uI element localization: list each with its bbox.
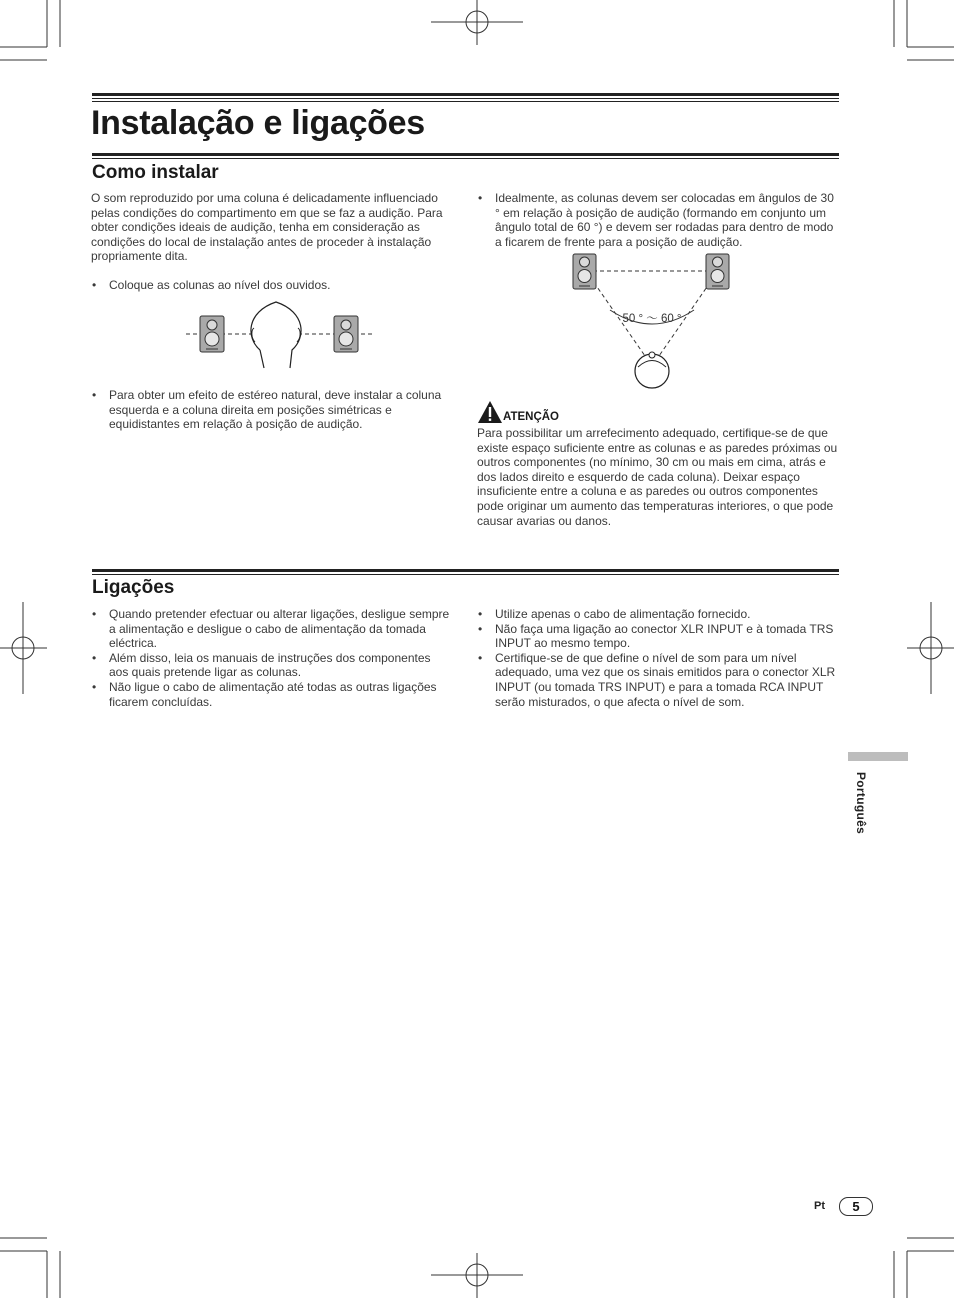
title-rule-bottom-thin	[92, 158, 839, 159]
speaker-icon	[200, 316, 224, 352]
language-tab	[846, 772, 882, 842]
list-item: • Não faça uma ligação ao conector XLR INPUT e à tomada TRS INPUT ao mesmo tempo.	[477, 622, 841, 651]
title-rule-top-thin2	[92, 101, 839, 102]
page-number: 5	[839, 1197, 873, 1216]
page-title: Instalação e ligações	[91, 104, 425, 142]
title-rule-top-thin1	[92, 98, 839, 99]
list-item: • Para obter um efeito de estéreo natural, deve instalar a coluna esquerda e a coluna direita em posições simétricas e equidistantes em relação à posição de audição.	[91, 388, 455, 432]
footer-lang-code: Pt	[814, 1200, 825, 1212]
ear-level-diagram	[180, 298, 380, 370]
language-tab-bar	[848, 752, 908, 761]
language-tab-label: Português	[854, 772, 868, 835]
section-rule-connections	[92, 569, 839, 572]
list-item: • Coloque as colunas ao nível dos ouvidos.	[91, 278, 451, 293]
head-icon	[635, 352, 669, 388]
caution-text: Para possibilitar um arrefecimento adequado, certifique-se de que existe espaço suficiente entre as colunas e as paredes próximas ou outros componentes (no mínimo, 30 cm ou mais em cima, atrás e dos lados direito e esquerdo de cada coluna). Deixar espaço insuficiente entre a coluna e as paredes ou outros componentes pode originar um aumento das temperaturas interiores, o que pode causar avarias ou danos.	[477, 426, 838, 528]
install-list-3	[477, 191, 841, 249]
connections-list-right	[477, 607, 841, 709]
speaker-icon	[706, 254, 729, 289]
title-rule-top	[92, 93, 839, 96]
install-list-1	[91, 278, 451, 293]
speaker-icon	[334, 316, 358, 352]
head-icon	[251, 302, 301, 368]
connections-list-left	[91, 607, 453, 709]
section-rule-connections-thin	[92, 574, 839, 575]
caution-title: ATENÇÃO	[503, 411, 560, 423]
list-item: • Utilize apenas o cabo de alimentação fornecido.	[477, 607, 841, 622]
install-intro: O som reproduzido por uma coluna é delicadamente influenciado pelas condições do compartimento em que se faz a audição. Para obter condições ideais de audição, tenha em consideração as condições do local de instalação antes de proceder à instalação propriamente dita.	[91, 191, 443, 264]
title-rule-bottom	[92, 153, 839, 156]
section-heading-connections: Ligações	[92, 577, 175, 598]
angle-diagram	[566, 250, 742, 392]
angle-label: 50 ° ～ 60 °	[622, 313, 682, 325]
speaker-icon	[573, 254, 596, 289]
install-list-2	[91, 388, 455, 432]
list-item: • Idealmente, as colunas devem ser colocadas em ângulos de 30 ° em relação à posição de audição (formando em conjunto um ângulo total de 60 °) e devem ser rodadas para dentro de modo a ficarem de frente para a posição de audição.	[477, 191, 841, 249]
list-item: • Certifique-se de que define o nível de som para um nível adequado, uma vez que os sinais emitidos para o conector XLR INPUT (ou tomada TRS INPUT) e para a tomada RCA INPUT serão misturados, o que afecta o nível de som.	[477, 651, 841, 709]
section-heading-install: Como instalar	[92, 162, 219, 183]
list-item: • Além disso, leia os manuais de instruções dos componentes aos quais pretende ligar as colunas.	[91, 651, 453, 680]
list-item: • Não ligue o cabo de alimentação até todas as outras ligações ficarem concluídas.	[91, 680, 453, 709]
warning-icon	[477, 400, 503, 424]
list-item: • Quando pretender efectuar ou alterar ligações, desligue sempre a alimentação e desligue o cabo de alimentação da tomada eléctrica.	[91, 607, 453, 651]
